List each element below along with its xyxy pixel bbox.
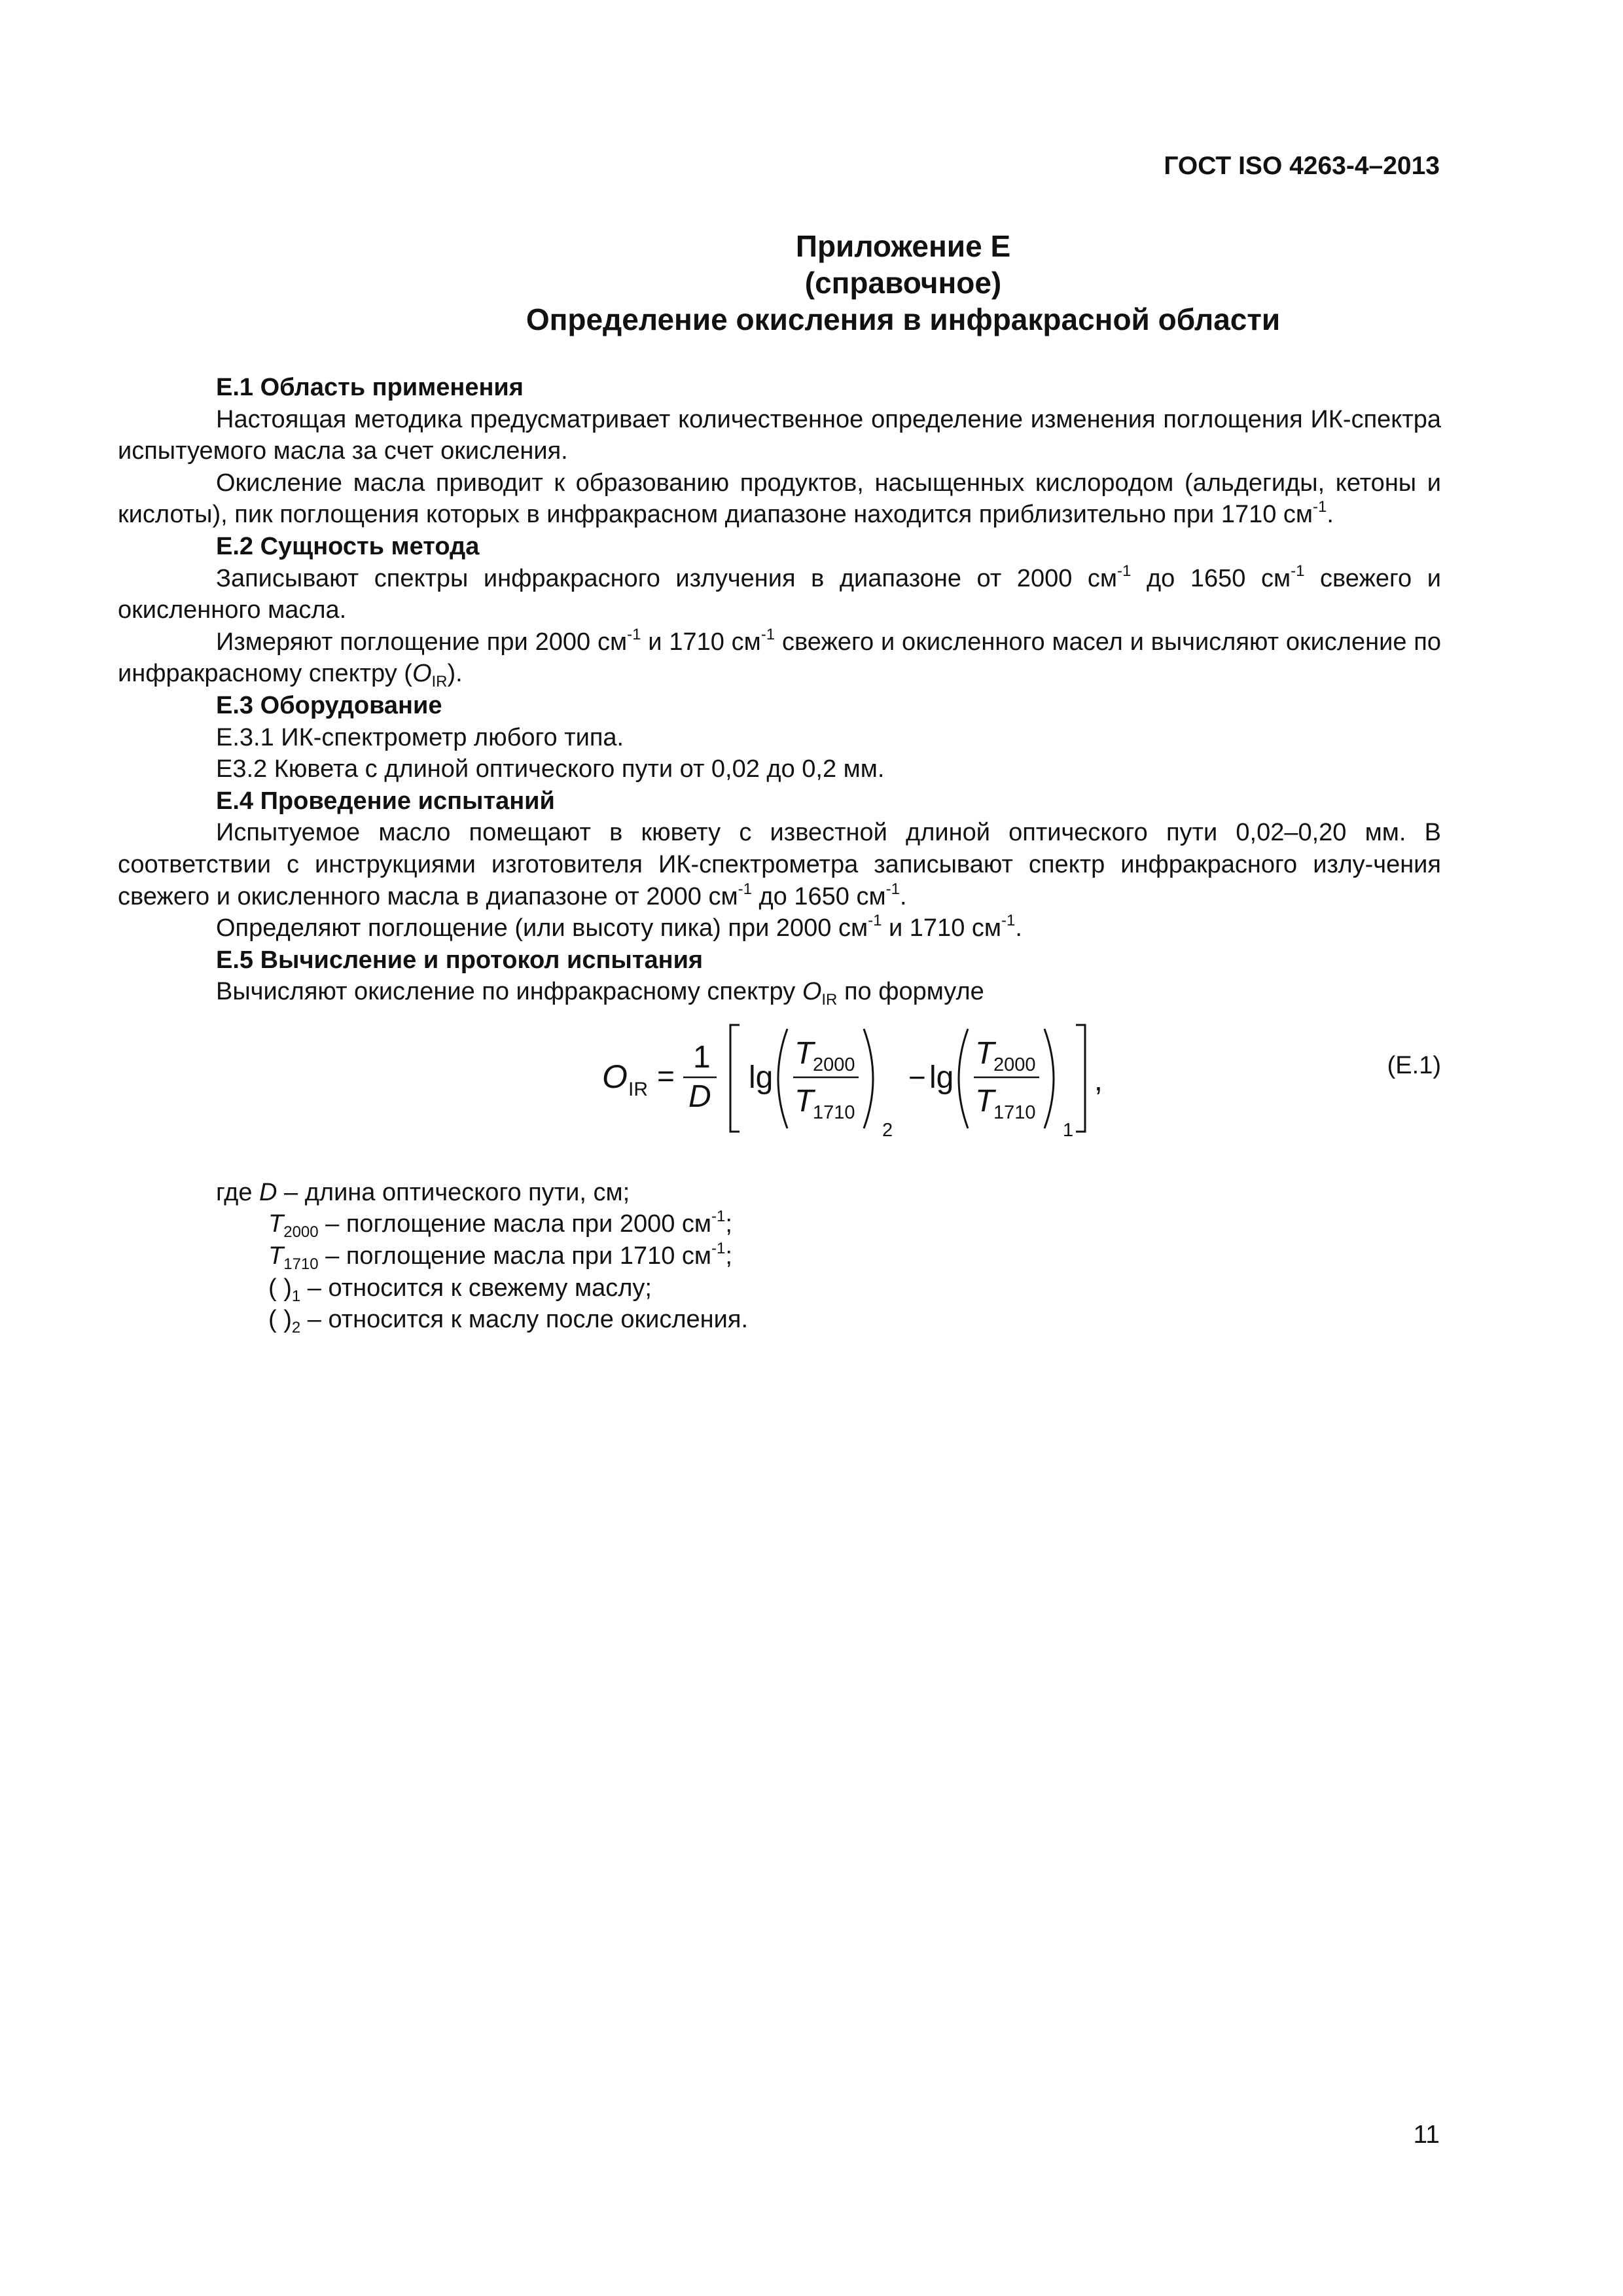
- left-paren-2: [959, 1029, 968, 1128]
- paragraph-procedure-2: Определяют поглощение (или высоту пика) при 2000 $см^{-1}$ и 1710 $см^{-1}$.: [216, 912, 1022, 942]
- right-paren-1: [864, 1029, 873, 1128]
- right-paren-2: [1044, 1029, 1054, 1128]
- symbol-definitions: [118, 1177, 1441, 1336]
- formula-numerator-one: 1: [693, 1039, 711, 1075]
- formula-t-numerator-2: T: [975, 1035, 995, 1071]
- formula-e1: [602, 1017, 1191, 1141]
- formula-denominator-d: D: [688, 1079, 711, 1114]
- equipment-item-2: Е3.2 Кювета с длиной оптического пути от 0,02 до 0,2 мм.: [216, 755, 885, 783]
- definition-index-1: ( )$_1$ – относится к свежему маслу;: [268, 1274, 652, 1305]
- equipment-item-1: Е.3.1 ИК-спектрометр любого типа.: [216, 723, 624, 751]
- annex-status: (справочное): [804, 266, 1002, 300]
- annex-subject: Определение окисления в инфракрасной области: [526, 302, 1281, 336]
- left-square-bracket: [730, 1025, 740, 1132]
- formula-sub-1710-1: 1710: [813, 1102, 855, 1123]
- paragraph-principle-1: Записывают спектры инфракрасного излучения в диапазоне от 2000 $см^{-1}$ до 1650 $см^{-1}$ свежего и окисленного масла.: [118, 562, 1441, 624]
- definition-t2000: $T_{2000}$ – поглощение масла при 2000 $см^{-1}$;: [268, 1208, 732, 1242]
- paragraph-scope-1: Настоящая методика предусматривает количественное определение изменения поглощения ИК-спектра испытуемого масла за счет окисления.: [118, 405, 1441, 465]
- formula-t-denominator-2: T: [975, 1083, 995, 1119]
- section-heading-e2: Е.2 Сущность метода: [216, 532, 480, 560]
- definition-t1710: $T_{1710}$ – поглощение масла при 1710 $см^{-1}$;: [268, 1240, 732, 1274]
- formula-index-2: 2: [882, 1119, 893, 1141]
- formula-sub-1710-2: 1710: [993, 1102, 1036, 1123]
- section-heading-e1: Е.1 Область применения: [216, 374, 524, 401]
- annex-body: [118, 372, 1441, 1336]
- section-heading-e3: Е.3 Оборудование: [216, 691, 442, 719]
- formula-sub-2000-1: 2000: [813, 1054, 855, 1075]
- equation-number: (Е.1): [1387, 1051, 1441, 1079]
- section-heading-e4: Е.4 Проведение испытаний: [216, 787, 555, 815]
- definition-d: где D – длина оптического пути, см;: [216, 1178, 630, 1206]
- formula-lhs: O: [602, 1058, 628, 1095]
- formula-minus: −: [908, 1060, 926, 1094]
- left-paren-1: [778, 1029, 787, 1128]
- paragraph-scope-2: Окисление масла приводит к образованию продуктов, насыщенных кислородом (альдегиды, кетоны и кислоты), пик поглощения которых в инфракрасном диапазоне находится приблизительно при 1710 $см^{-1}$.: [118, 469, 1441, 529]
- annex-title: Приложение Е: [795, 229, 1011, 263]
- document-code: ГОСТ ISO 4263-4–2013: [1164, 152, 1440, 180]
- formula-lg-1: lg: [749, 1060, 774, 1095]
- definition-index-2: ( )$_2$ – относится к маслу после окисления.: [268, 1306, 749, 1337]
- formula-index-1: 1: [1063, 1119, 1074, 1141]
- formula-lhs-subscript: IR: [628, 1078, 648, 1100]
- right-square-bracket: [1076, 1025, 1085, 1132]
- paragraph-principle-2: Измеряют поглощение при 2000 $см^{-1}$ и 1710 $см^{-1}$ свежего и окисленного масел и вычисляют окисление по инфракрасному спектру $(O_{IR})$.: [118, 625, 1442, 691]
- annex-title-block: [0, 228, 1623, 338]
- formula-equals: =: [657, 1058, 675, 1093]
- section-heading-e5: Е.5 Вычисление и протокол испытания: [216, 946, 704, 974]
- paragraph-calculation: Вычисляют окисление по инфракрасному спектру $O_{IR}$ по формуле: [216, 978, 984, 1009]
- formula-t-numerator-1: T: [794, 1035, 814, 1071]
- formula-sub-2000-2: 2000: [993, 1054, 1036, 1075]
- formula-comma: ,: [1094, 1062, 1103, 1097]
- page-number: 11: [1413, 2121, 1440, 2149]
- formula-t-denominator-1: T: [794, 1083, 814, 1119]
- paragraph-procedure-1: Испытуемое масло помещают в кювету с известной длиной оптического пути 0,02–0,20 мм. В соответствии с инструкциями изготовителя ИК-спектрометра записывают спектр инфракрасного излу-чения свежего и окисленного масла в диапазоне от 2000 $см^{-1}$ до 1650 $см^{-1}$.: [118, 819, 1441, 910]
- formula-row: [118, 1017, 1441, 1141]
- formula-lg-2: lg: [929, 1060, 954, 1095]
